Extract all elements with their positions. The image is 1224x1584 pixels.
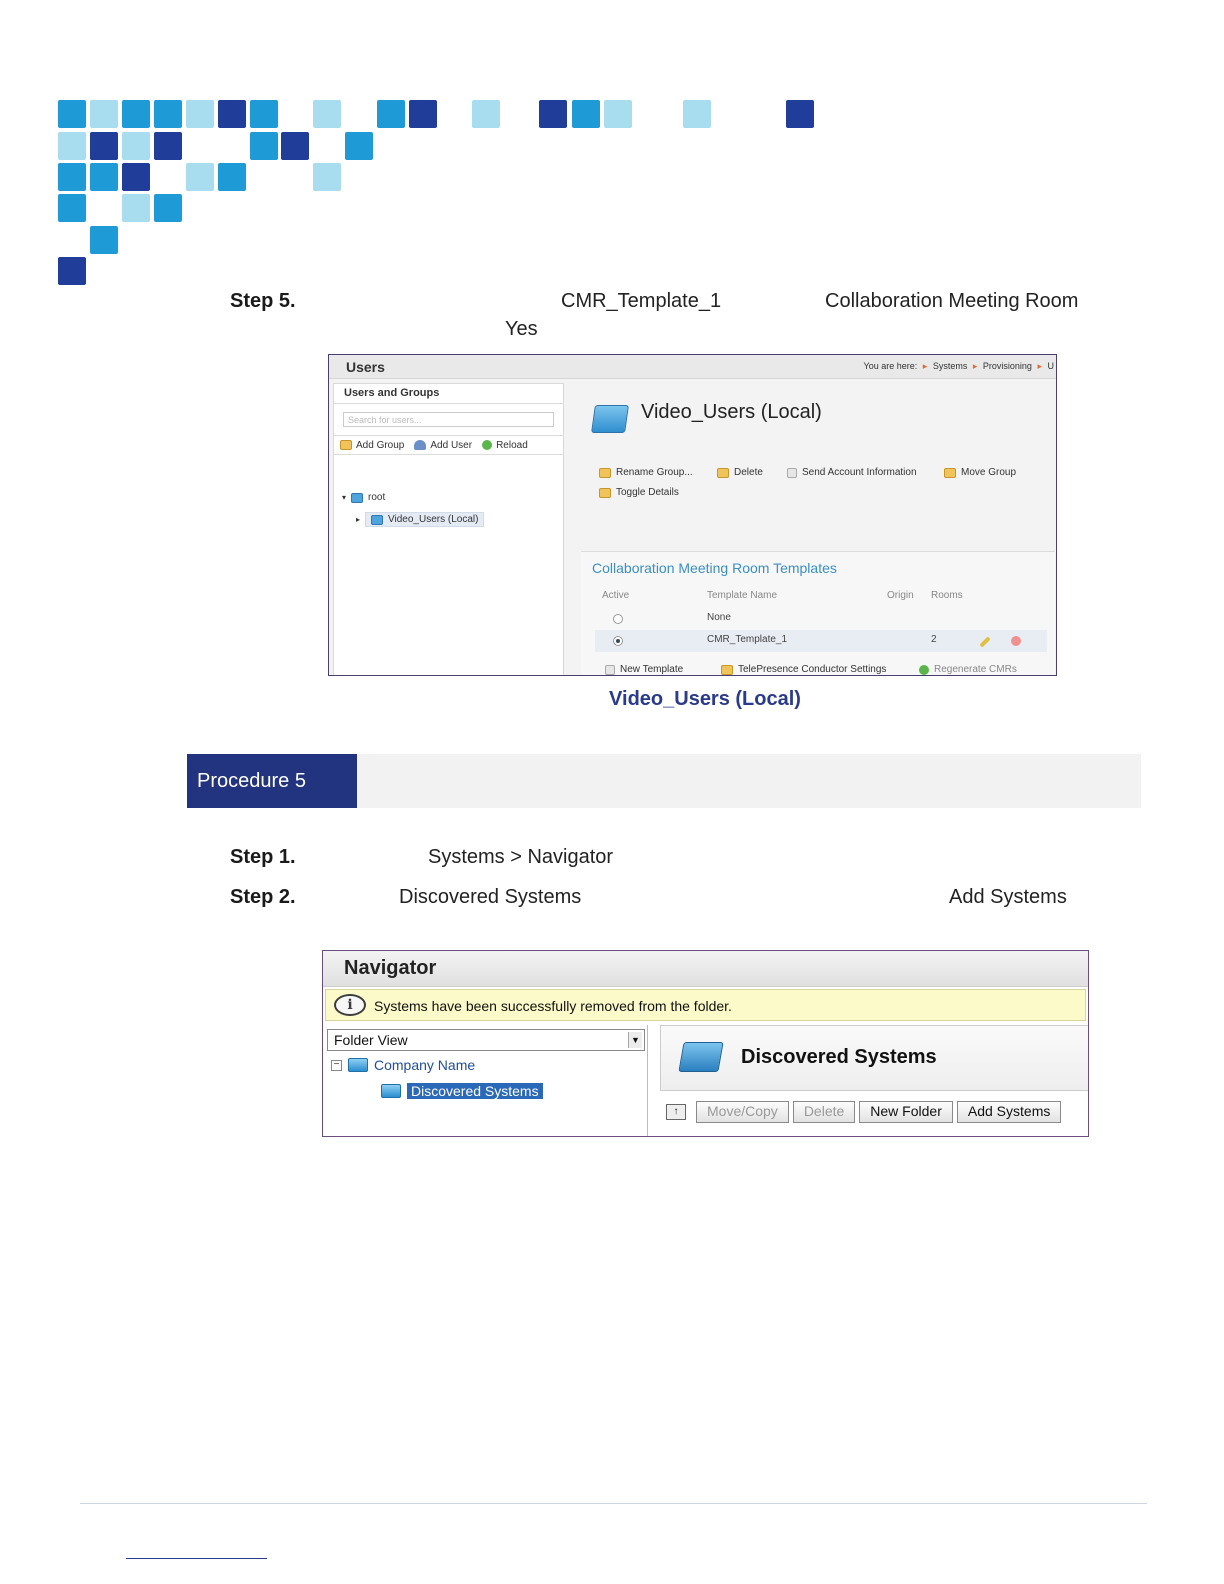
folder-icon — [381, 1084, 401, 1098]
deco-square — [250, 132, 278, 160]
collapse-icon[interactable]: − — [331, 1060, 342, 1071]
deco-square — [186, 100, 214, 128]
users-groups-panel — [333, 383, 564, 676]
folder-view-value: Folder View — [334, 1032, 408, 1048]
navigator-screenshot — [322, 950, 1089, 1137]
tree-node-root[interactable] — [342, 492, 385, 503]
step1-path: Systems > Navigator — [428, 846, 614, 868]
tp-settings-label: TelePresence Conductor Settings — [738, 664, 887, 675]
rename-group-button[interactable] — [599, 467, 693, 478]
user-search-input[interactable]: Search for users... — [343, 412, 554, 427]
step2-item: Discovered Systems — [399, 886, 582, 908]
figure-caption: Video_Users (Local) — [609, 688, 801, 710]
deco-square — [90, 100, 118, 128]
folder-icon — [351, 493, 363, 503]
col-active: Active — [602, 590, 630, 601]
template-radio-cmr1[interactable] — [613, 636, 623, 646]
toggle-details-label: Toggle Details — [616, 487, 679, 498]
info-message-bar — [325, 989, 1086, 1021]
send-account-info-button[interactable] — [787, 467, 917, 478]
deco-square — [409, 100, 437, 128]
step5-template-name: CMR_Template_1 — [561, 290, 722, 312]
deco-square — [58, 194, 86, 222]
deco-square — [122, 132, 150, 160]
user-icon — [414, 440, 426, 450]
users-title: Users — [346, 359, 385, 375]
move-copy-button[interactable]: Move/Copy — [696, 1101, 789, 1123]
table-row — [595, 630, 1047, 652]
dropdown-arrow-icon[interactable]: ▼ — [628, 1032, 642, 1048]
folder-icon — [591, 405, 629, 433]
delete-group-button[interactable] — [717, 467, 763, 478]
tree-node-company[interactable] — [331, 1057, 475, 1073]
folder-icon — [599, 488, 611, 498]
new-folder-button[interactable]: New Folder — [859, 1101, 953, 1123]
delete-icon[interactable] — [1011, 636, 1021, 646]
folder-tree-panel — [325, 1025, 648, 1137]
add-user-button[interactable] — [414, 439, 472, 451]
reload-button[interactable] — [482, 439, 528, 451]
folder-view-select[interactable] — [327, 1029, 645, 1051]
deco-square — [154, 100, 182, 128]
deco-square — [313, 163, 341, 191]
reload-label: Reload — [496, 439, 528, 451]
cmr-templates-section — [581, 551, 1055, 676]
deco-square — [281, 132, 309, 160]
users-toolbar — [334, 435, 563, 455]
breadcrumb-arrow-icon: ▸ — [1037, 361, 1042, 371]
folder-title-box — [660, 1025, 1088, 1091]
template-name-cell: CMR_Template_1 — [707, 634, 788, 645]
tree-child-label: Video_Users (Local) — [388, 514, 479, 525]
deco-square — [786, 100, 814, 128]
deco-square — [90, 226, 118, 254]
add-user-label: Add User — [430, 439, 473, 451]
folder-content-panel — [660, 1025, 1088, 1137]
regenerate-label: Regenerate CMRs — [934, 664, 1017, 675]
col-template-name: Template Name — [707, 590, 778, 601]
footer-accent-line — [126, 1558, 267, 1559]
deco-square — [154, 194, 182, 222]
discovered-systems-label[interactable]: Discovered Systems — [407, 1083, 543, 1099]
company-name-label: Company Name — [374, 1057, 476, 1073]
add-systems-button[interactable]: Add Systems — [957, 1101, 1061, 1123]
regenerate-cmrs-button[interactable] — [919, 664, 1017, 675]
deco-square — [572, 100, 600, 128]
cmr-section-title: Collaboration Meeting Room Templates — [592, 560, 837, 576]
tree-selected-item[interactable] — [365, 512, 484, 527]
breadcrumb-users[interactable]: U — [1047, 361, 1054, 371]
deco-square — [58, 100, 86, 128]
col-rooms: Rooms — [931, 590, 963, 601]
col-origin: Origin — [887, 590, 914, 601]
folder-icon — [599, 468, 611, 478]
breadcrumb — [864, 361, 1054, 372]
breadcrumb-prefix: You are here: — [863, 361, 918, 371]
deco-square — [186, 163, 214, 191]
deco-square — [58, 163, 86, 191]
folder-icon — [340, 440, 352, 450]
breadcrumb-systems[interactable]: Systems — [932, 361, 968, 371]
folder-icon — [371, 515, 383, 525]
step5-label: Step 5. — [230, 290, 296, 312]
deco-square — [313, 100, 341, 128]
add-group-label: Add Group — [356, 439, 405, 451]
deco-square — [539, 100, 567, 128]
users-groups-header: Users and Groups — [334, 384, 563, 404]
new-template-label: New Template — [620, 664, 684, 675]
deco-square — [58, 257, 86, 285]
deco-square — [472, 100, 500, 128]
navigator-header — [323, 951, 1088, 987]
users-topbar — [329, 355, 1056, 379]
add-group-button[interactable] — [340, 439, 404, 451]
deco-square — [377, 100, 405, 128]
tree-root-label: root — [368, 492, 386, 503]
template-radio-none[interactable] — [613, 614, 623, 624]
step2-button-ref: Add Systems — [949, 886, 1067, 908]
deco-square — [683, 100, 711, 128]
expand-arrow-icon[interactable]: ▸ — [356, 515, 361, 524]
users-screenshot — [328, 354, 1057, 676]
folder-title: Discovered Systems — [741, 1046, 937, 1068]
delete-label: Delete — [734, 467, 763, 478]
group-details-panel — [581, 383, 1057, 676]
deco-square — [58, 132, 86, 160]
deco-square — [604, 100, 632, 128]
folder-up-icon[interactable]: ↑ — [666, 1104, 686, 1120]
step5-room-text: Collaboration Meeting Room — [825, 290, 1079, 312]
tree-node-video-users[interactable] — [356, 512, 484, 527]
step2-label: Step 2. — [230, 886, 296, 908]
send-account-label: Send Account Information — [802, 467, 917, 478]
breadcrumb-provisioning[interactable]: Provisioning — [982, 361, 1032, 371]
folder-icon — [717, 468, 729, 478]
move-group-label: Move Group — [961, 467, 1017, 478]
footer-divider — [80, 1503, 1147, 1504]
group-title: Video_Users (Local) — [641, 401, 822, 423]
rooms-count-cell: 2 — [931, 634, 937, 645]
folder-icon — [944, 468, 956, 478]
navigator-title: Navigator — [344, 957, 437, 979]
envelope-icon — [787, 468, 797, 478]
deco-square — [90, 163, 118, 191]
template-name-cell: None — [707, 612, 731, 623]
new-template-button[interactable] — [605, 664, 683, 675]
rename-group-label: Rename Group... — [616, 467, 693, 478]
deco-square — [218, 100, 246, 128]
expand-arrow-icon[interactable]: ▾ — [342, 493, 347, 502]
deco-square — [122, 163, 150, 191]
breadcrumb-arrow-icon: ▸ — [972, 361, 978, 371]
regenerate-icon — [919, 665, 929, 675]
tree-node-discovered[interactable] — [381, 1083, 543, 1099]
deco-square — [154, 132, 182, 160]
tp-conductor-settings-button[interactable] — [721, 664, 886, 675]
deco-square — [345, 132, 373, 160]
settings-icon — [721, 665, 733, 675]
deco-square — [90, 132, 118, 160]
deco-square — [122, 194, 150, 222]
deco-square — [250, 100, 278, 128]
deco-square — [218, 163, 246, 191]
folder-icon — [678, 1042, 723, 1072]
info-icon: i — [334, 994, 366, 1016]
procedure-label: Procedure 5 — [187, 754, 357, 808]
step5-yes-text: Yes — [505, 318, 538, 340]
step1-label: Step 1. — [230, 846, 296, 868]
move-group-button[interactable] — [944, 467, 1016, 478]
folder-icon — [348, 1058, 368, 1072]
delete-button[interactable]: Delete — [793, 1101, 855, 1123]
toggle-details-button[interactable] — [599, 487, 679, 498]
reload-icon — [482, 440, 492, 450]
new-doc-icon — [605, 665, 615, 675]
info-message-text: Systems have been successfully removed from the folder. — [374, 998, 732, 1014]
deco-square — [122, 100, 150, 128]
navigator-button-row — [666, 1101, 1061, 1123]
breadcrumb-arrow-icon: ▸ — [922, 361, 928, 371]
